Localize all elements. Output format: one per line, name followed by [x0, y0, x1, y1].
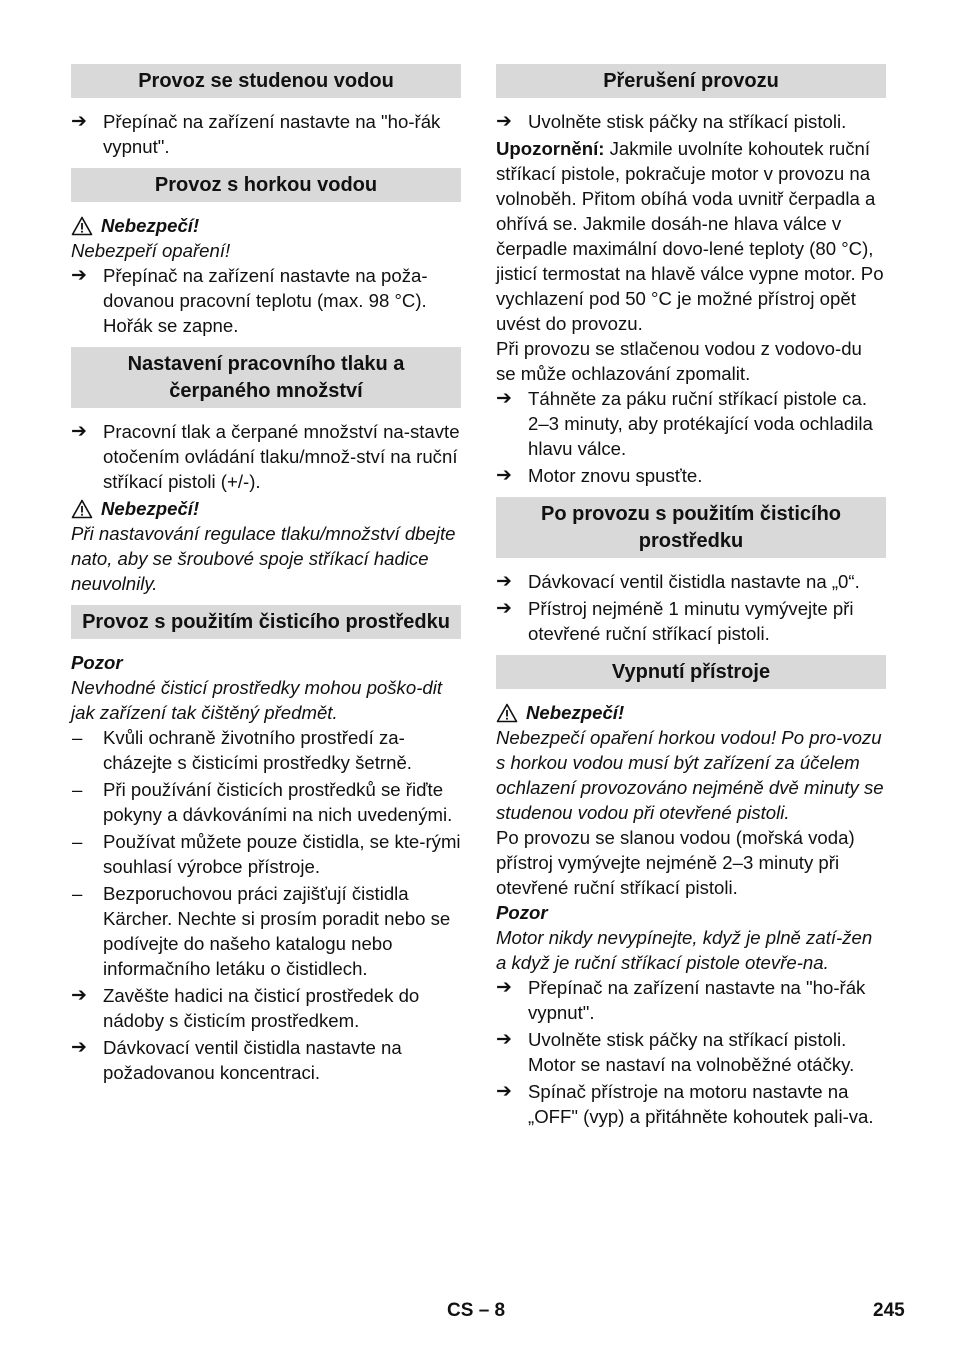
item-text: Přepínač na zařízení nastavte na "ho-řák vypnut".: [528, 977, 866, 1023]
arrow-right-icon: ➔: [496, 1081, 512, 1102]
dash-bullet: –: [72, 883, 83, 904]
list-item: [496, 1079, 886, 1129]
paragraph: Při provozu se stlačenou vodou z vodovo-du se může ochlazování zpomalit.: [496, 338, 862, 384]
danger-text: Při nastavování regulace tlaku/množství dbejte nato, aby se šroubové spoje stříkací hadice neuvolnily.: [71, 523, 456, 594]
section-page: – 8: [478, 1300, 506, 1321]
item-text: Při používání čisticích prostředků se řiďte pokyny a dávkováními na nich uvedenými.: [103, 779, 453, 825]
list-item: [71, 881, 461, 981]
left-column: [71, 64, 461, 1087]
arrow-right-icon: ➔: [71, 265, 87, 286]
arrow-right-icon: ➔: [71, 111, 87, 132]
item-text: Spínač přístroje na motoru nastavte na „OFF" (vyp) a přitáhněte kohoutek pali-va.: [528, 1081, 874, 1127]
item-text: Přístroj nejméně 1 minutu vymývejte při otevřené ruční stříkací pistoli.: [528, 598, 854, 644]
section-heading: Provoz s použitím čisticího prostředku: [71, 605, 461, 639]
item-text: Přepínač na zařízení nastavte na "ho-řák vypnut".: [103, 111, 441, 157]
right-column: [496, 64, 886, 1131]
item-text: Uvolněte stisk páčky na stříkací pistoli.: [528, 1029, 847, 1050]
list-item: [71, 1035, 461, 1085]
caution-text: Motor nikdy nevypínejte, když je plně zatí-žen a když je ruční stříkací pistole otevře-na.: [496, 927, 873, 973]
language-code: CS: [447, 1300, 474, 1321]
paragraph: Po provozu se slanou vodou (mořská voda) přístroj vymývejte nejméně 2–3 minuty při otevřené ruční stříkací pistoli.: [496, 827, 855, 898]
warning-triangle-icon: [496, 703, 518, 723]
list-item: [496, 386, 886, 461]
list-item: [71, 829, 461, 879]
item-text: Motor znovu spusťte.: [528, 465, 703, 486]
list-item: [71, 777, 461, 827]
list-item: [496, 596, 886, 646]
item-text: Uvolněte stisk páčky na stříkací pistoli.: [528, 111, 847, 132]
arrow-right-icon: ➔: [496, 465, 512, 486]
note-paragraph: [496, 136, 886, 336]
arrow-right-icon: ➔: [496, 571, 512, 592]
list-item: [71, 725, 461, 775]
warning-triangle-icon: [71, 499, 93, 519]
item-text: Používat můžete pouze čistidla, se kte-rými souhlasí výrobce přístroje.: [103, 831, 461, 877]
danger-label: Nebezpečí!: [71, 213, 461, 238]
danger-text: Nebezpeří opaření!: [71, 240, 231, 261]
danger-label: Nebezpečí!: [71, 496, 461, 521]
caution-text: Nevhodné čisticí prostředky mohou poško-dit jak zařízení tak čištěný předmět.: [71, 677, 443, 723]
arrow-right-icon: ➔: [71, 985, 87, 1006]
list-item: [71, 263, 461, 338]
item-continuation: Motor se nastaví na volnoběžné otáčky.: [528, 1054, 855, 1075]
caution-label: Pozor: [71, 652, 123, 673]
dash-bullet: –: [72, 727, 83, 748]
page-footer-language: [447, 1298, 505, 1323]
section-heading: Provoz se studenou vodou: [71, 64, 461, 98]
list-item: [71, 419, 461, 494]
section-heading: Vypnutí přístroje: [496, 655, 886, 689]
danger-text: Nebezpečí opaření horkou vodou! Po pro-vozu s horkou vodou musí být zařízení za účelem ochlazení provozováno nejméně dvě minuty se studenou vodou při otevřené pistoli.: [496, 727, 884, 823]
section-heading: Provoz s horkou vodou: [71, 168, 461, 202]
item-text: Táhněte za páku ruční stříkací pistole ca. 2–3 minuty, aby protékající voda ochladila hlavu válce.: [528, 388, 873, 459]
list-item: [496, 975, 886, 1025]
danger-label: Nebezpečí!: [496, 700, 886, 725]
section-heading: Po provozu s použitím čisticího prostředku: [496, 497, 886, 558]
arrow-right-icon: ➔: [496, 388, 512, 409]
item-text: Dávkovací ventil čistidla nastavte na požadovanou koncentraci.: [103, 1037, 402, 1083]
dash-bullet: –: [72, 779, 83, 800]
arrow-right-icon: ➔: [496, 977, 512, 998]
item-text: Bezporuchovou práci zajišťují čistidla Kärcher. Nechte si prosím poradit nebo se podívejte do našeho katalogu nebo informačního letáku o čistidlech.: [103, 883, 451, 979]
section-heading: Nastavení pracovního tlaku a čerpaného množství: [71, 347, 461, 408]
list-item: [71, 109, 461, 159]
note-text: Jakmile uvolníte kohoutek ruční stříkací pistole, pokračuje motor v provozu na volnoběh. Přitom obíhá voda uvnitř čerpadla a ohřívá se. Jakmile dosáh-ne hlava válce v čerpadle maximální dovo-lené teploty (80 °C), jisticí termostat na hlavě válce vypne motor. Po vychlazení pod 50 °C je možné přístroj opět uvést do provozu.: [496, 138, 884, 334]
item-text: Pracovní tlak a čerpané množství na-stavte otočením ovládání tlaku/množ-ství na ruční stříkací pistoli (+/-).: [103, 421, 460, 492]
list-item: [496, 109, 886, 134]
list-item: [496, 569, 886, 594]
list-item: [71, 983, 461, 1033]
arrow-right-icon: ➔: [71, 421, 87, 442]
arrow-right-icon: ➔: [496, 111, 512, 132]
note-label: Upozornění:: [496, 138, 605, 159]
section-heading: Přerušení provozu: [496, 64, 886, 98]
caution-label: Pozor: [496, 902, 548, 923]
item-text: Kvůli ochraně životního prostředí za-cházejte s čisticími prostředky šetrně.: [103, 727, 412, 773]
list-item: [496, 463, 886, 488]
arrow-right-icon: ➔: [71, 1037, 87, 1058]
list-item: [496, 1027, 886, 1077]
item-text: Zavěšte hadici na čisticí prostředek do nádoby s čisticím prostředkem.: [103, 985, 420, 1031]
dash-bullet: –: [72, 831, 83, 852]
arrow-right-icon: ➔: [496, 598, 512, 619]
warning-triangle-icon: [71, 216, 93, 236]
arrow-right-icon: ➔: [496, 1029, 512, 1050]
page-number: 245: [873, 1300, 905, 1321]
item-text: Dávkovací ventil čistidla nastavte na „0“.: [528, 571, 860, 592]
item-text: Přepínač na zařízení nastavte na poža-dovanou pracovní teplotu (max. 98 °C). Hořák se zapne.: [103, 265, 428, 336]
